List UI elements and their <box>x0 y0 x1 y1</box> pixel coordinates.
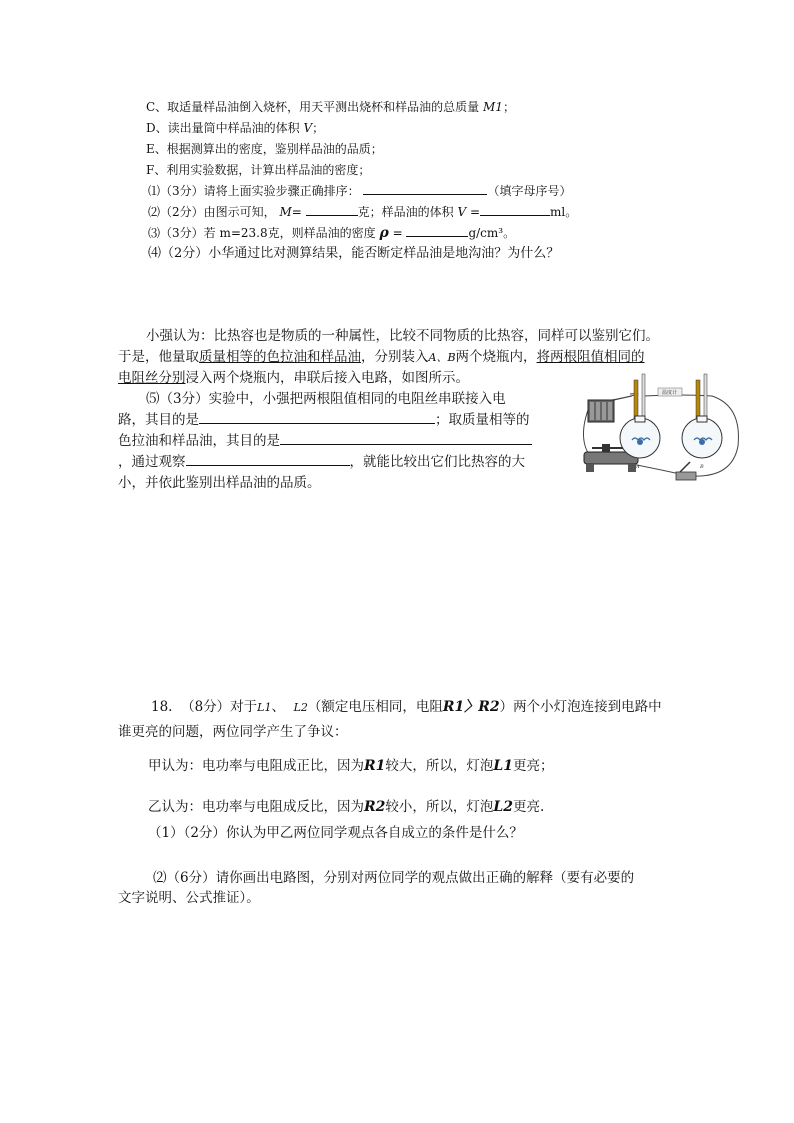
question-5-line-1: ⑸（3分）实验中，小强把两根阻值相同的电阻丝串联接入电 <box>146 391 506 407</box>
para-line-2 <box>118 347 645 368</box>
answer-blank-purpose-2[interactable] <box>280 432 532 445</box>
jia-resistor: R1 <box>364 758 386 774</box>
question-5-purpose-2: 色拉油和样品油，其目的是 <box>118 433 280 449</box>
step-c-text: C、取适量样品油倒入烧杯，用天平测出烧杯和样品油的总质量 <box>146 100 480 114</box>
para-line-3b: 浸入两个烧瓶内，串联后接入电路，如图所示。 <box>185 370 469 386</box>
switch-icon <box>676 462 696 480</box>
question-18-line-2: 谁更亮的问题，两位同学产生了争议： <box>118 724 348 740</box>
flask-labels: A、B <box>428 351 456 364</box>
question-18-1: （1）（2分）你认为甲乙两位同学观点各自成立的条件是什么？ <box>148 825 523 841</box>
yi-lamp: L2 <box>493 799 513 815</box>
question-18-number: 18. <box>151 699 173 715</box>
yi-text-c: 更亮. <box>512 799 545 815</box>
flask-b-icon <box>682 374 722 458</box>
para-underline-3: 电阻丝分别 <box>118 370 186 386</box>
question-1-text: ⑴（3分）请将上面实验步骤正确排序： <box>148 184 360 198</box>
yi-resistor: R2 <box>364 799 386 815</box>
jia-text-a: 甲认为：电功率与电阻成正比，因为 <box>148 758 364 774</box>
para-line-2b: ，分别装入 <box>361 349 429 365</box>
question-5-line-4 <box>118 452 525 472</box>
para-line-2c: 两个烧瓶内， <box>455 349 537 365</box>
step-e: E、根据测算出的密度，鉴别样品油的品质； <box>146 142 383 156</box>
answer-blank-observe[interactable] <box>186 453 350 466</box>
yi-text-b: 较小，所以，灯泡 <box>385 799 494 815</box>
question-18-paren: （额定电压相同，电阻 <box>307 699 443 715</box>
flask-a-label: A <box>636 464 640 470</box>
volume-var: V = <box>457 205 481 219</box>
apparatus-figure <box>572 366 742 492</box>
question-5-line-4b: ，就能比较出它们比热容的大 <box>349 454 525 470</box>
question-3-text: ⑶（3分）若 m=23.8克，则样品油的密度 <box>148 226 376 240</box>
jia-text-b: 较大，所以，灯泡 <box>385 758 494 774</box>
para-underline-1: 质量相等的色拉油和样品油 <box>199 349 361 365</box>
question-5-line-3 <box>118 431 532 451</box>
question-3 <box>148 224 515 242</box>
question-5-line-5: 小，并依此鉴别出样品油的品质。 <box>118 475 321 491</box>
para-line-2a: 于是，他量取 <box>118 349 199 365</box>
yi-statement <box>148 797 544 817</box>
jia-lamp: L1 <box>493 758 513 774</box>
battery-icon <box>588 400 614 422</box>
unit-ml: ml。 <box>550 205 578 219</box>
para-line-1: 小强认为：比热容也是物质的一种属性，比较不同物质的比热容，同样可以鉴别它们。 <box>146 328 659 344</box>
flask-b-label: B <box>700 464 704 470</box>
step-d-var: V <box>303 121 313 135</box>
question-1 <box>148 182 571 200</box>
question-2 <box>148 203 577 221</box>
question-5-line-2b: ；取质量相等的 <box>435 412 530 428</box>
step-d-end: ； <box>312 121 325 135</box>
question-18-line-1 <box>151 697 662 718</box>
question-18-points: （8分）对于 <box>181 699 258 715</box>
resistor-r2: R2 <box>478 699 500 715</box>
question-18-2-line-2: 文字说明、公式推证）。 <box>118 890 260 906</box>
question-5-observe: ，通过观察 <box>118 454 186 470</box>
unit-gram: 克；样品油的体积 <box>357 205 454 219</box>
step-c-end: ； <box>502 100 515 114</box>
step-c <box>146 98 515 116</box>
lamp-l1: L1 <box>257 701 272 714</box>
flask-a-icon <box>620 374 660 458</box>
jia-statement <box>148 756 553 776</box>
answer-blank-volume[interactable] <box>480 203 550 216</box>
answer-blank-purpose-1[interactable] <box>199 411 435 424</box>
question-5-purpose-1: 路，其目的是 <box>118 412 199 428</box>
resistor-r1: R1 <box>442 699 465 715</box>
mass-var: M= <box>279 205 302 219</box>
answer-blank-mass[interactable] <box>306 203 358 216</box>
wire-battery <box>614 396 632 400</box>
para-underline-2: 将两根阻值相同的 <box>536 349 645 365</box>
lamp-l2: L2 <box>293 701 308 714</box>
question-18-end: ）两个小灯泡连接到电路中 <box>499 699 662 715</box>
thermo-label: 温度计 <box>662 390 678 396</box>
answer-blank-density[interactable] <box>406 224 468 237</box>
question-18-2-line-1: ⑵（6分）请你画出电路图，分别对两位同学的观点做出正确的解释（要有必要的 <box>153 870 635 886</box>
rho-symbol: ρ <box>379 225 389 241</box>
question-2-text: ⑵（2分）由图示可知， <box>148 205 276 219</box>
yi-text-a: 乙认为：电功率与电阻成反比，因为 <box>148 799 364 815</box>
question-1-hint: （填字母序号） <box>487 184 572 198</box>
step-d <box>146 119 324 137</box>
para-line-3 <box>118 368 469 388</box>
greater-than: 〉 <box>464 699 479 715</box>
question-4: ⑷（2分）小华通过比对测算结果，能否断定样品油是地沟油？为什么？ <box>148 246 560 261</box>
answer-blank-1[interactable] <box>363 182 487 195</box>
jia-text-c: 更亮； <box>512 758 554 774</box>
equals-sign: = <box>388 226 403 240</box>
step-c-var: M1 <box>483 100 503 114</box>
unit-density: g/cm³。 <box>468 226 516 240</box>
separator: 、 <box>271 699 285 715</box>
question-5-line-2 <box>118 410 530 430</box>
step-f: F、利用实验数据，计算出样品油的密度； <box>146 163 371 177</box>
step-d-text: D、读出量筒中样品油的体积 <box>146 121 300 135</box>
